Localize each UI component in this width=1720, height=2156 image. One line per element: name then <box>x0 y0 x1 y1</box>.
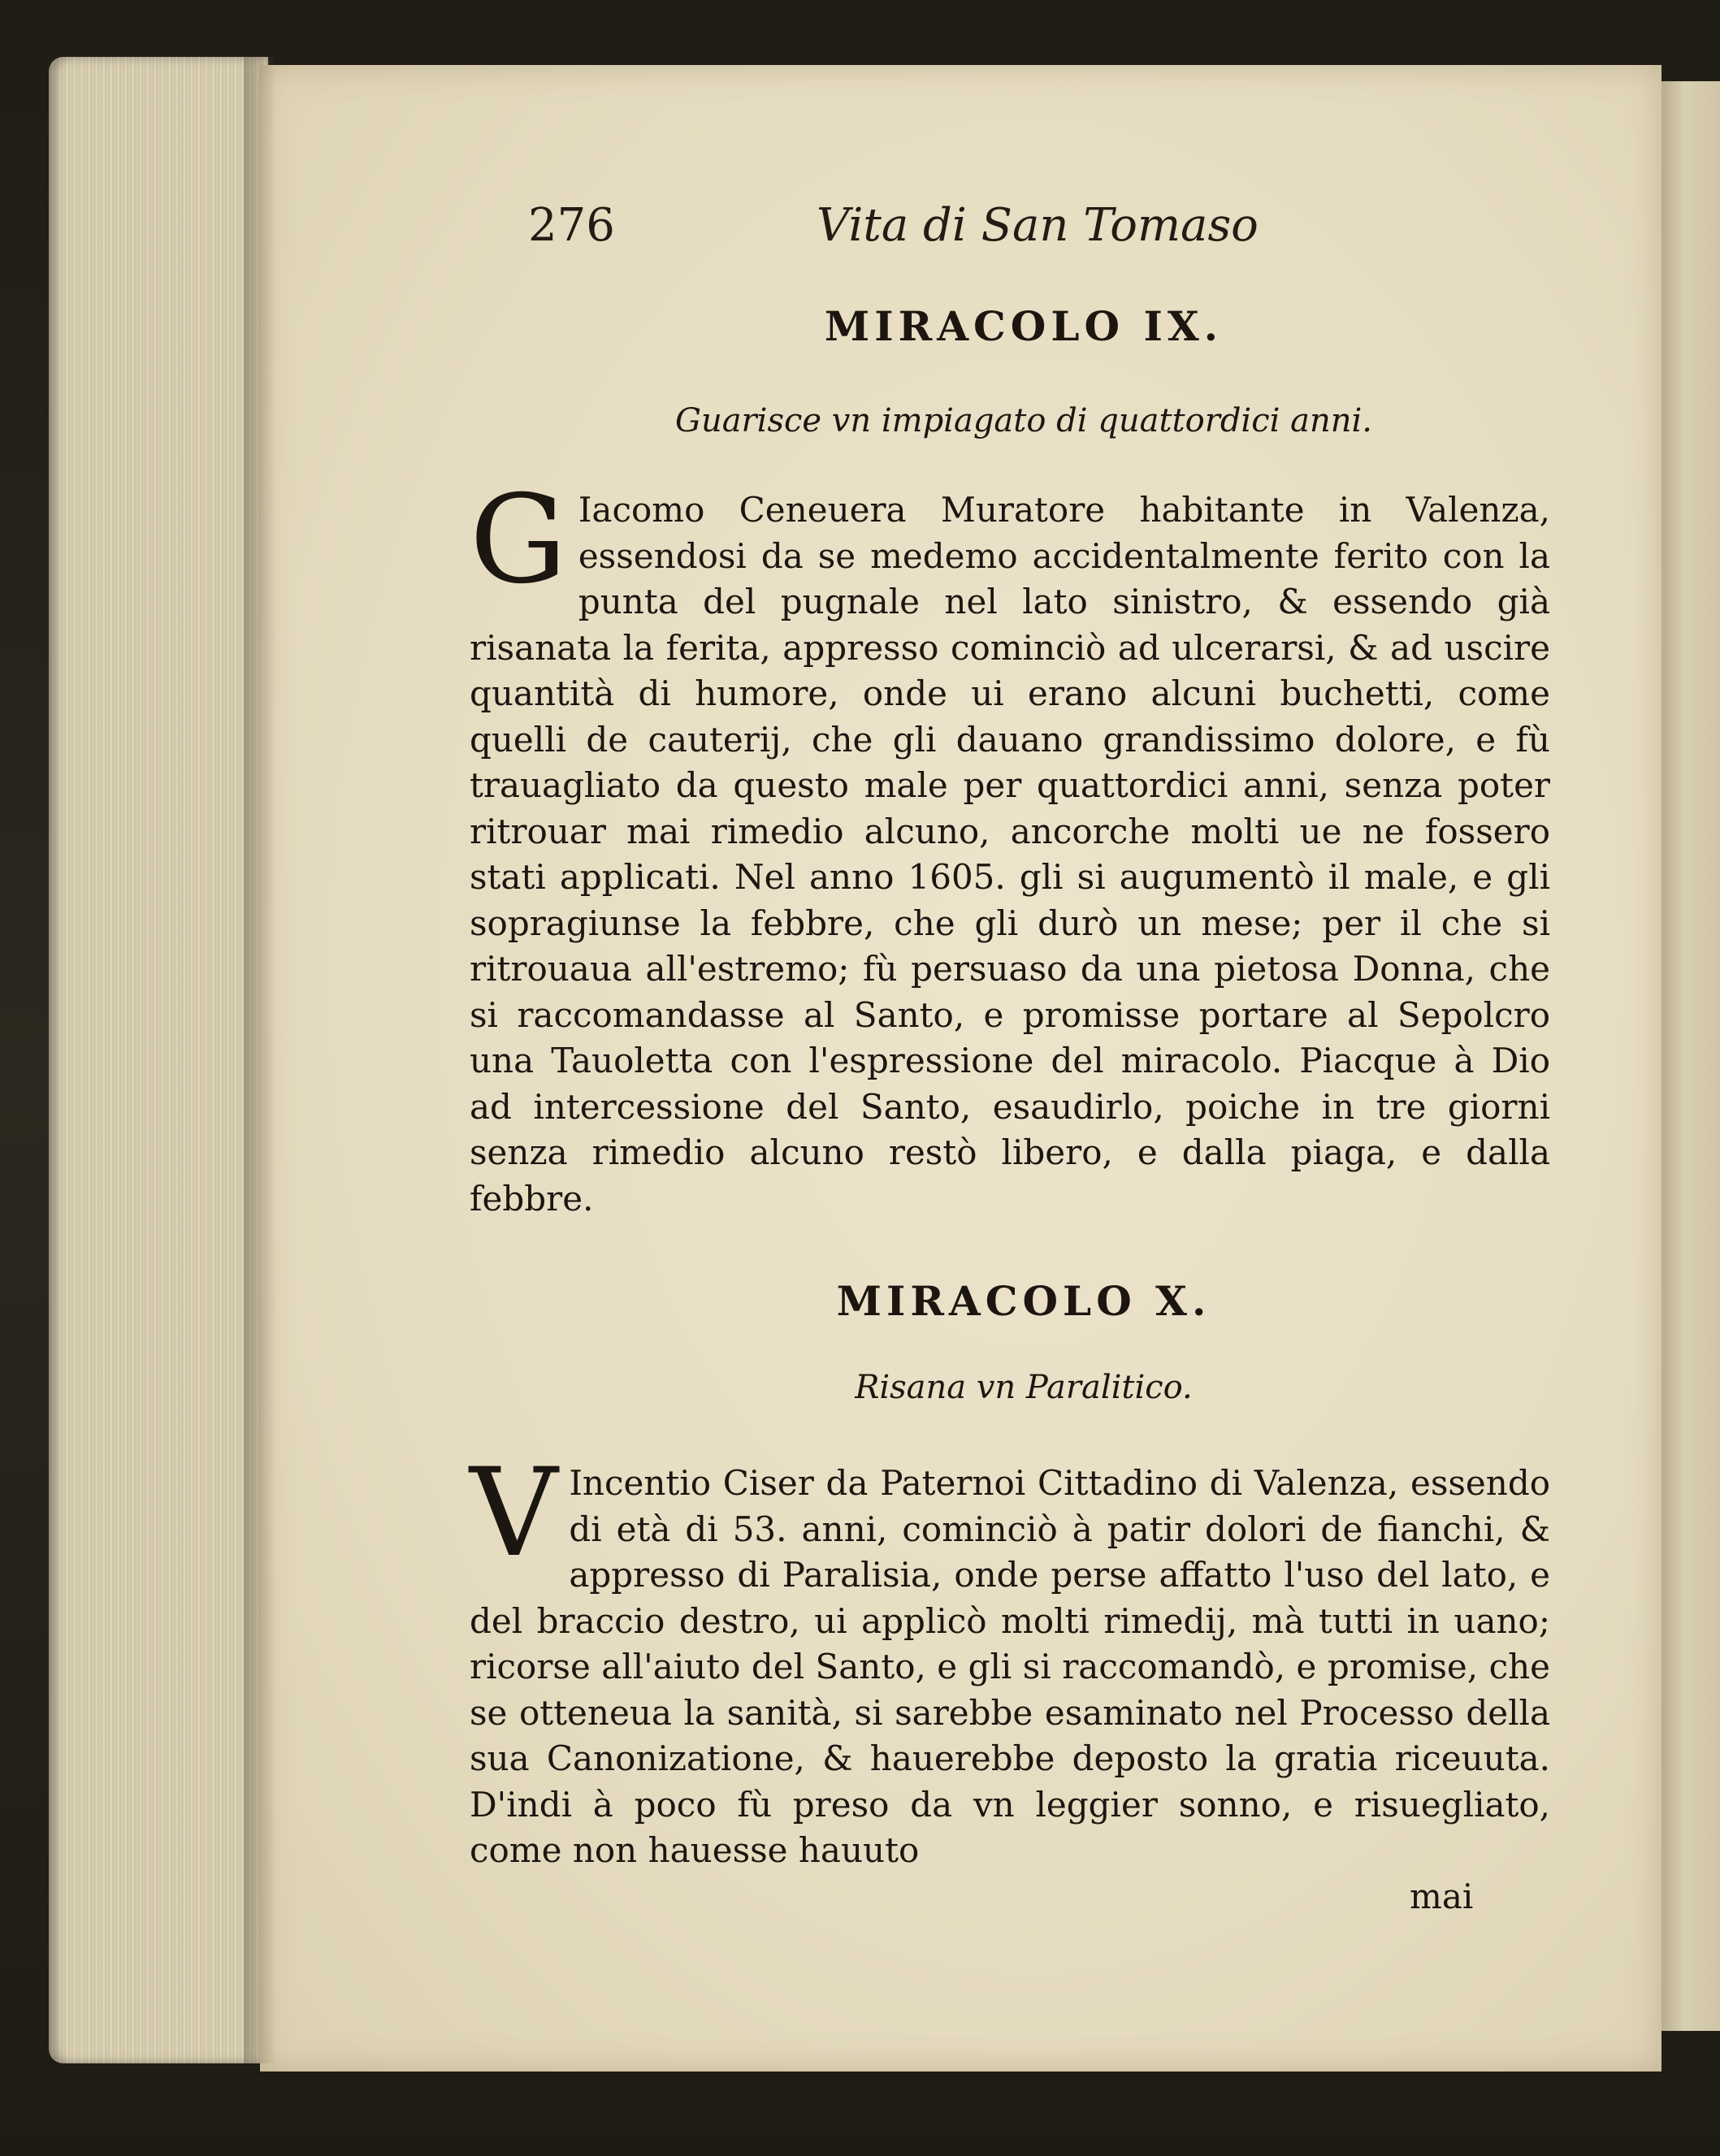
running-title: Vita di San Tomaso <box>817 199 1259 252</box>
miracle-9-drop-cap: G <box>470 470 567 611</box>
catchword: mai <box>1410 1877 1474 1916</box>
miracle-10-text <box>470 1443 1550 1874</box>
miracle-9-heading: MIRACOLO IX. <box>824 302 1224 350</box>
miracle-9-subtitle: Guarisce vn impiagato di quattordici anni. <box>674 402 1373 439</box>
page-header <box>528 199 1584 256</box>
miracle-9-body: Iacomo Ceneuera Muratore habitante in Valenza, essendosi da se medemo accidentalmente ferito con la punta del pugnale nel lato sinistro, & essendo già risanata la ferita, appresso cominciò ad ulcerarsi, & ad uscire quantità di humore, onde ui erano alcuni buchetti, come quelli de cauterij, che gli dauano grandissimo dolore, e fù trauagliato da questo male per quattordici anni, senza poter ritrouar mai rimedio alcuno, ancorche molti ue ne fossero stati applicati. Nel anno 1605. gli si augumentò il male, e gli sopragiunse la febbre, che gli durò un mese; per il che si ritrouaua all'estremo; fù persuaso da una pietosa Donna, che si raccomandasse al Santo, e promisse portare al Sepolcro una Tauoletta con l'espressione del miracolo. Piacque à Dio ad intercessione del Santo, esaudirlo, poiche in tre giorni senza rimedio alcuno restò libero, e dalla piaga, e dalla febbre. <box>470 490 1550 1219</box>
miracle-9-text <box>470 470 1550 1222</box>
gutter-shadow <box>244 57 276 2063</box>
book-page-edges <box>49 57 268 2063</box>
facing-page-edge <box>1662 81 1720 2031</box>
miracle-10-drop-cap: V <box>470 1443 558 1584</box>
miracle-10-heading: MIRACOLO X. <box>836 1277 1211 1325</box>
miracle-10-body: Incentio Ciser da Paternoi Cittadino di Valenza, essendo di età di 53. anni, cominciò à patir dolori de fianchi, & appresso di Paralisia, onde perse affatto l'uso del lato, e del braccio destro, ui applicò molti rimedij, mà tutti in uano; ricorse all'aiuto del Santo, e gli si raccomandò, e promise, che se otteneua la sanità, si sarebbe esaminato nel Processo della sua Canonizatione, & hauerebbe deposto la gratia riceuuta. D'indi à poco fù preso da vn leggier sonno, e risuegliato, come non hauesse hauuto <box>470 1463 1550 1870</box>
page-number: 276 <box>528 199 615 252</box>
miracle-10-subtitle: Risana vn Paralitico. <box>855 1369 1193 1406</box>
